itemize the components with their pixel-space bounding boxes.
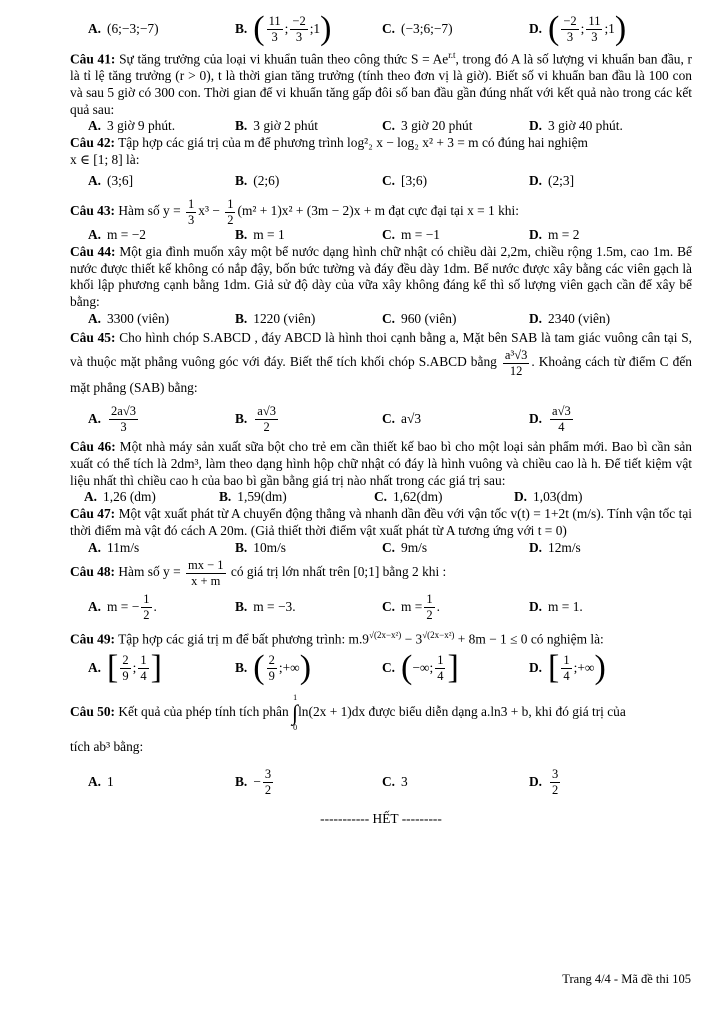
q46-option-d[interactable]: D. 1,03(dm): [514, 489, 583, 505]
q48-option-b[interactable]: B. m = −3.: [235, 598, 296, 614]
q49-option-d[interactable]: D. [ $\frac{1}{4}$ ;+∞ ): [529, 649, 606, 687]
q42-options: [70, 173, 692, 190]
q42-stem: Câu 42: Tập hợp các giá trị của m để phương trình log²₂ x − log₂ x² + 3 = m có đúng hai nghiệm x ∈ [1; 8] là:: [70, 135, 588, 167]
q41-label: Câu 41:: [70, 51, 116, 67]
q43-option-c[interactable]: C. m = −1: [382, 227, 440, 243]
q40-option-c[interactable]: C. (−3;6;−7): [382, 20, 453, 36]
q48-options: [70, 588, 692, 626]
q49-options: [70, 648, 692, 688]
q45-option-a[interactable]: A. $\frac{2a√3}{3}$: [88, 404, 136, 434]
q40-option-a[interactable]: A. (6;−3;−7): [88, 20, 159, 36]
q50-option-c[interactable]: C. 3: [382, 773, 408, 789]
q43-option-d[interactable]: D. m = 2: [529, 227, 580, 243]
q44-option-c[interactable]: C. 960 (viên): [382, 310, 457, 326]
q46-option-b[interactable]: B. 1,59(dm): [219, 489, 287, 505]
q42-option-b[interactable]: B. (2;6): [235, 172, 280, 188]
integral-sign: 1 ∫ 0: [292, 693, 299, 733]
q49-stem: Câu 49: Tập hợp các giá trị m để bất phương trình: $m.9^{√(2x-x^2)} - 3^{√(2x-x^2)} + 8m - 1 \le 0$ có nghiệm là:: [70, 630, 604, 647]
q47-option-a[interactable]: A. 11m/s: [88, 539, 140, 555]
q43-option-b[interactable]: B. m = 1: [235, 227, 285, 243]
q44-option-b[interactable]: B. 1220 (viên): [235, 310, 316, 326]
q47-option-d[interactable]: D. 12m/s: [529, 539, 581, 555]
q44-option-d[interactable]: D. 2340 (viên): [529, 310, 611, 326]
q48-option-d[interactable]: D. m = 1.: [529, 598, 583, 614]
q41-option-b[interactable]: B. 3 giờ 2 phút: [235, 118, 319, 134]
q46-option-a[interactable]: A. 1,26 (dm): [84, 489, 156, 505]
page-footer: Trang 4/4 - Mã đề thi 105: [562, 972, 691, 986]
q48-stem: Câu 48: Hàm số y = $\frac{mx - 1}{x + m}$ có giá trị lớn nhất trên [0;1] bằng 2 khi :: [70, 558, 447, 588]
q50-option-d[interactable]: D. $\frac{3}{2}$: [529, 767, 559, 797]
q47-option-c[interactable]: C. 9m/s: [382, 539, 428, 555]
q48-option-c[interactable]: C. m = $\frac{1}{2}$ .: [382, 592, 440, 622]
q41-option-a[interactable]: A. 3 giờ 9 phút.: [88, 118, 176, 134]
exam-page: [70, 12, 692, 828]
q40-options: [70, 12, 692, 46]
q49-option-a[interactable]: A. [ $\frac{2}{9}$ ; $\frac{1}{4}$ ]: [88, 649, 162, 687]
q45-stem: Câu 45: Cho hình chóp S.ABCD , đáy ABCD là hình thoi cạnh bằng a, Mặt bên SAB là tam giác vuông cân tại S, và thuộc mặt phẳng vuông góc với đáy. Biết thể tích khối chóp S.ABCD bằng $\frac{\text{a³√3}}{12}$ . Khoảng cách từ điểm C đến mặt phẳng (SAB) bằng:: [70, 329, 693, 396]
q46-stem: Câu 46: Một nhà máy sản xuất sữa bột cho trẻ em cần thiết kế bao bì cho một loại sản phẩm mới. Bao bì cần sản xuất có thể tích là 2dm³, làm theo dạng hình hộp chữ nhật có đáy là hình vuông và chiều cao là h. Để tiết kiệm vật liệu nhất thì chiều cao h của bao bì gần bằng giá trị nào nhất trong các giá trị sau:: [70, 439, 692, 488]
q50-option-a[interactable]: A. 1: [88, 773, 114, 789]
q47-stem: Câu 47: Một vật xuất phát từ A chuyển động thẳng và nhanh dần đều với vận tốc v(t) = 1+2t (m/s). Tính vận tốc tại thời điểm mà vật đó cách A 20m. (Giả thiết thời điểm vật xuất phát từ A tương ứng với t = 0): [70, 506, 692, 538]
q41-stem: Câu 41: Sự tăng trưởng của loại vi khuẩn tuân theo công thức $S = Ae^{r.t}$, trong đó A là số lượng vi khuẩn ban đầu, r là tỉ lệ tăng trưởng (r > 0), t là thời gian tăng trưởng (tính theo đơn vị là giờ). Biết số vi khuẩn ban đầu là 100 con và sau 5 giờ có 300 con. Thời gian để vi khuẩn tăng gấp đôi số ban đầu gần đúng nhất với kết quả nào trong các kết quả sau:: [70, 50, 692, 117]
q50-options: [70, 763, 692, 801]
q45-option-d[interactable]: D. $\frac{a√3}{4}$: [529, 404, 571, 434]
q40-option-d[interactable]: D. ( $\frac{-2}{3}$ ; $\frac{11}{3}$ ;1 ): [529, 10, 627, 47]
q43-stem: Câu 43: Hàm số y = $\frac{1}{3}$ x³ − $\frac{1}{2}$ (m² + 1)x² + (3m − 2)x + m đạt cực đại tại x = 1 khi:: [70, 197, 519, 227]
q49-option-c[interactable]: C. ( −∞; $\frac{1}{4}$ ]: [382, 649, 459, 687]
q40-option-b[interactable]: B. ( $\frac{11}{3}$ ; $\frac{-2}{3}$ ;1 ): [235, 10, 332, 47]
q44-options: [70, 311, 692, 328]
q44-stem: Câu 44: Một gia đình muốn xây một bể nước dạng hình chữ nhật có chiều dài 2,2m, chiều rộng 1.5m, cao 1m. Bể nước được thiết kế không có nắp đậy, bốn bức tường và đáy đều dày 1dm. Bể nước được xây bằng các viên gạch là khối lập phương cạnh bằng 1dm. Giả sử độ dày của vữa xây không đáng kể thì số lượng viên gạch cần để xây bể bằng:: [70, 243, 692, 310]
q47-option-b[interactable]: B. 10m/s: [235, 539, 287, 555]
q42-option-d[interactable]: D. (2;3]: [529, 172, 575, 188]
q43-options: [70, 227, 692, 244]
q46-option-c[interactable]: C. 1,62(dm): [374, 489, 443, 505]
q42-option-c[interactable]: C. [3;6): [382, 172, 428, 188]
q41-options: [70, 118, 692, 135]
q41-option-c[interactable]: C. 3 giờ 20 phút: [382, 118, 473, 134]
q45-option-c[interactable]: C. a√3: [382, 410, 422, 426]
q45-option-b[interactable]: B. $\frac{a√3}{2}$: [235, 404, 276, 434]
q50-stem: Câu 50: Kết quả của phép tính tích phân 1 ∫ 0 ln(2x + 1)dx được biểu diễn dạng a.ln3 + b, khi đó giá trị của tích ab³ bằng:: [70, 693, 626, 755]
q49-option-b[interactable]: B. ( $\frac{2}{9}$ ;+∞ ): [235, 649, 312, 687]
q45-options: [70, 399, 692, 439]
q48-option-a[interactable]: A. m = − $\frac{1}{2}$ .: [88, 592, 157, 622]
q44-option-a[interactable]: A. 3300 (viên): [88, 310, 170, 326]
q43-option-a[interactable]: A. m = −2: [88, 227, 146, 243]
q46-options: [70, 489, 692, 506]
q42-option-a[interactable]: A. (3;6]: [88, 172, 134, 188]
end-mark: ----------- HẾT ---------: [320, 811, 442, 827]
q41-option-d[interactable]: D. 3 giờ 40 phút.: [529, 118, 623, 134]
q47-options: [70, 540, 692, 557]
q50-option-b[interactable]: B. − $\frac{3}{2}$: [235, 767, 272, 797]
